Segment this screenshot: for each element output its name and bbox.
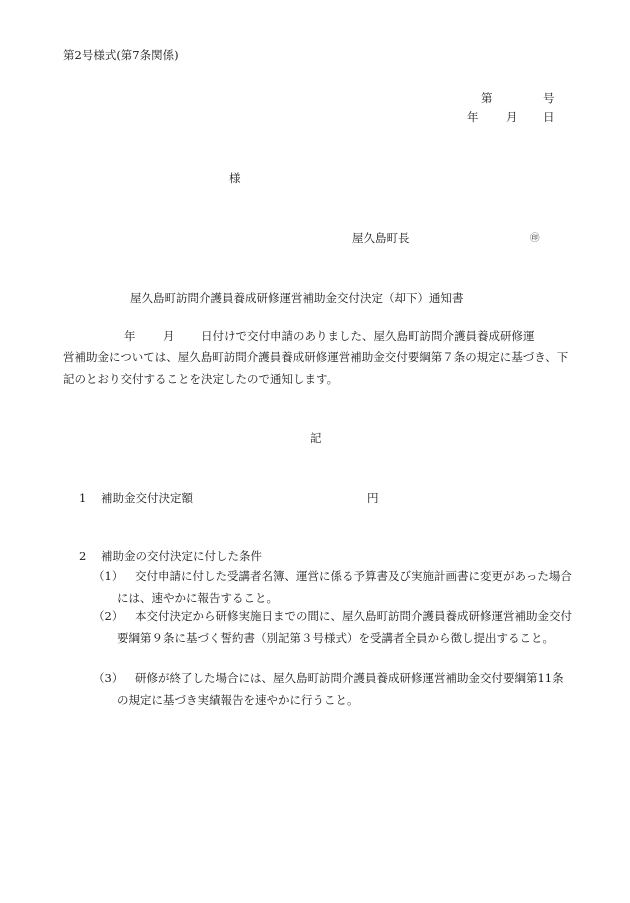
seal-mark: ㊞ xyxy=(530,233,540,244)
item1-label: 補助金交付決定額 xyxy=(101,491,193,505)
condition-2-number: （2） xyxy=(93,609,124,623)
issuer-name: 屋久島町長 xyxy=(352,231,410,245)
date-month: 月 xyxy=(506,110,518,124)
item2-label: 補助金の交付決定に付した条件 xyxy=(101,549,262,563)
condition-2-text: 本交付決定から研修実施日までの間に、屋久島町訪問介護員養成研修運営補助金交付要綱第９条に基づく誓約書（別記第３号様式）を受講者全員から徴し提出すること。 xyxy=(117,609,572,645)
condition-1-number: （1） xyxy=(93,569,124,583)
document-title: 屋久島町訪問介護員養成研修運営補助金交付決定（却下）通知書 xyxy=(130,291,464,305)
condition-3-number: （3） xyxy=(93,671,124,685)
item2-number: 2 xyxy=(79,549,87,563)
body-text-lead: 日付けで交付申請のありました、屋久島町訪問介護員養成研修運 xyxy=(201,329,535,343)
item1-number: 1 xyxy=(79,491,87,505)
condition-1-text: 交付申請に付した受講者名簿、運営に係る予算書及び実施計画書に変更があった場合には、速やかに報告すること。 xyxy=(117,569,572,605)
form-label: 第2号様式(第7条関係) xyxy=(63,48,179,62)
document-number-dai: 第 xyxy=(481,91,493,105)
item1-unit: 円 xyxy=(367,491,379,505)
condition-3-text: 研修が終了した場合には、屋久島町訪問介護員養成研修運営補助金交付要綱第11条の規定に基づき実績報告を速やかに行うこと。 xyxy=(117,671,564,707)
date-year: 年 xyxy=(467,110,479,124)
addressee-suffix: 様 xyxy=(229,171,241,185)
body-text: 営補助金については、屋久島町訪問介護員養成研修運営補助金交付要綱第７条の規定に基づき、下記のとおり交付することを決定したので通知します。 xyxy=(63,350,569,386)
date-day: 日 xyxy=(543,110,555,124)
ki-heading: 記 xyxy=(310,431,322,445)
body-month: 月 xyxy=(163,329,175,343)
document-number-go: 号 xyxy=(543,91,555,105)
body-year: 年 xyxy=(124,329,136,343)
